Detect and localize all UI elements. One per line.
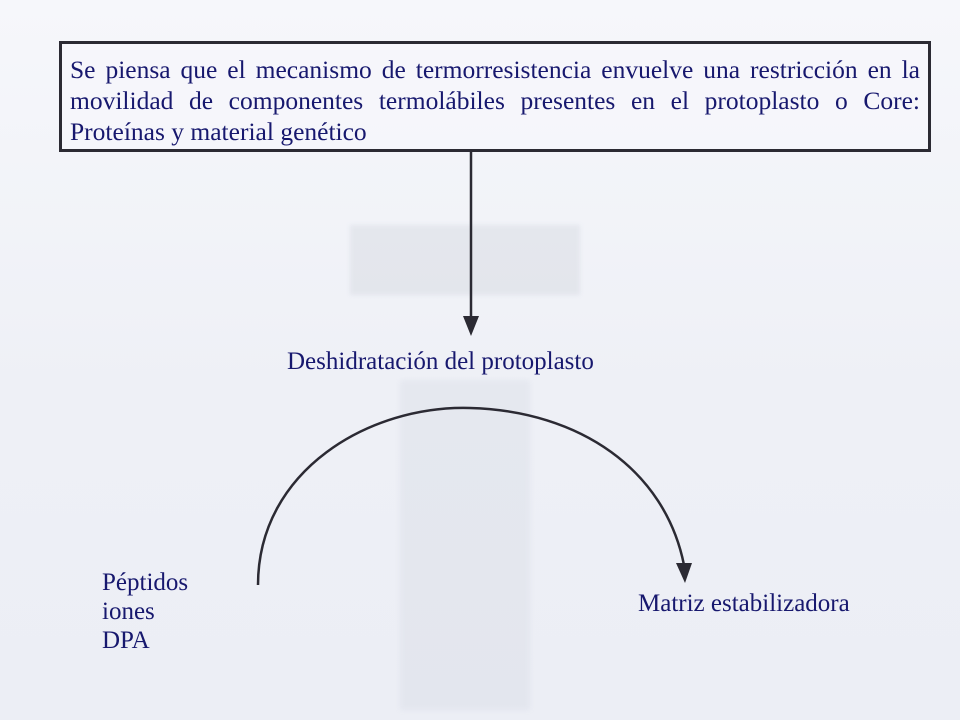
dehydration-label: Deshidratación del protoplasto bbox=[287, 348, 594, 375]
curved-arrow-head bbox=[676, 563, 692, 583]
list-item-ions: iones bbox=[102, 598, 155, 625]
matrix-label: Matriz estabilizadora bbox=[638, 590, 850, 617]
list-item-dpa: DPA bbox=[102, 627, 150, 654]
curved-arrow bbox=[258, 408, 692, 585]
down-arrow-head bbox=[463, 316, 479, 336]
list-item-peptides: Péptidos bbox=[102, 569, 189, 596]
curved-arrow-line bbox=[258, 408, 684, 585]
hypothesis-text: Se piensa que el mecanismo de termorresistencia envuelve una restricción en la movilidad de componentes termolábiles presentes en el protoplasto o Core: Proteínas y material genético bbox=[70, 55, 920, 146]
input-components-list bbox=[102, 568, 188, 655]
down-arrow bbox=[463, 152, 479, 336]
